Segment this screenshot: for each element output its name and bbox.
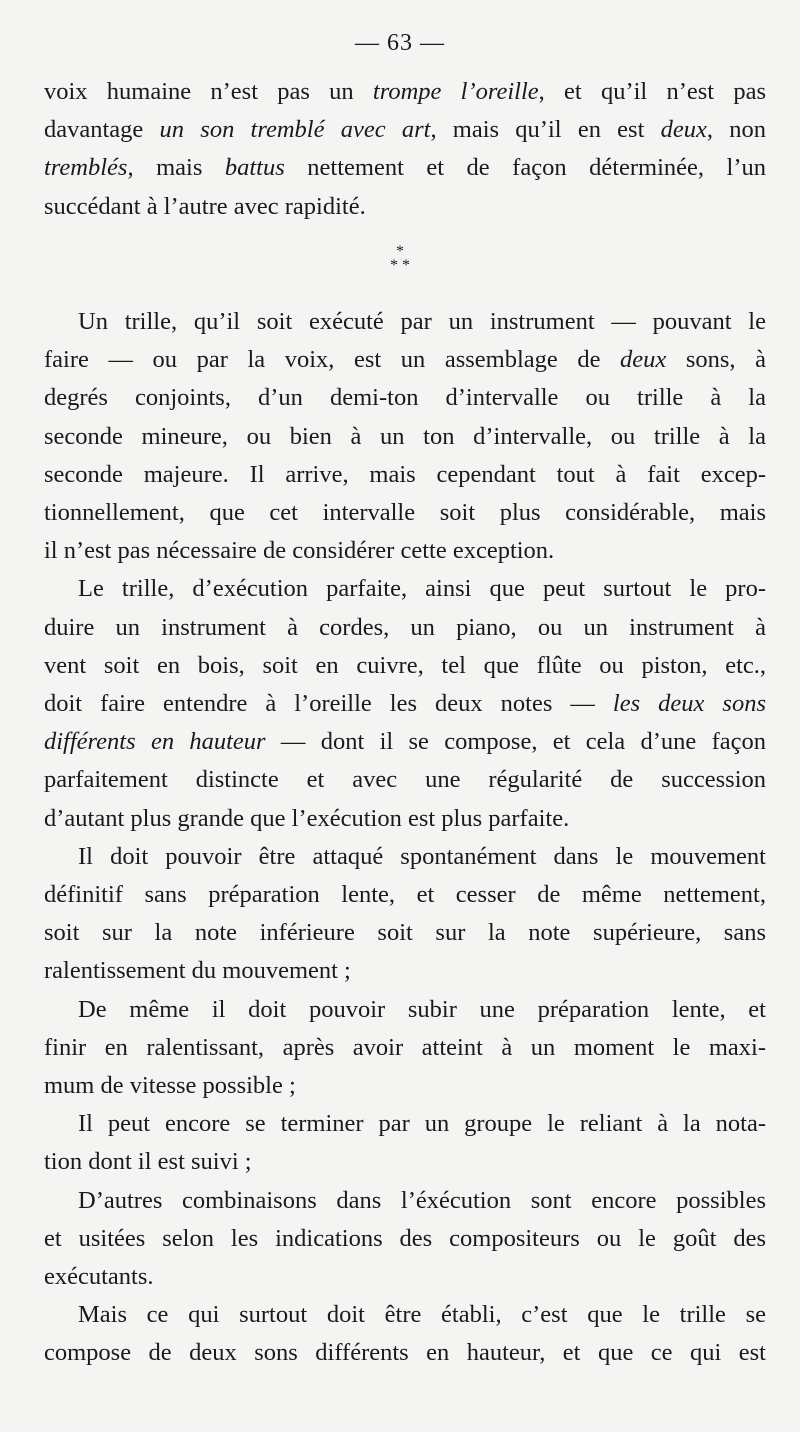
text-line <box>44 73 766 111</box>
text-segment: d’autant plus grande que l’exécution est plus parfaite. <box>44 804 570 832</box>
text-segment: succédant à l’autre avec rapidité. <box>44 192 366 220</box>
text-line <box>44 761 766 799</box>
page-number: — 63 — <box>355 30 445 56</box>
text-line <box>44 188 766 226</box>
text-segment: seconde majeure. Il arrive, mais cependant tout à fait excep- <box>44 460 766 488</box>
text-segment: vent soit en bois, soit en cuivre, tel que flûte ou piston, etc., <box>44 651 766 679</box>
text-segment: Il doit pouvoir être attaqué spontanément dans le mouvement <box>78 842 766 870</box>
text-segment: , mais qu’il en est <box>430 116 661 144</box>
text-line <box>44 532 766 570</box>
text-line <box>44 1296 766 1334</box>
italic-text: tremblés <box>44 154 128 182</box>
text-line <box>44 111 766 149</box>
section-asterism <box>0 245 800 273</box>
text-segment: et usitées selon les indications des compositeurs ou le goût des <box>44 1224 766 1252</box>
text-segment: parfaitement distincte et avec une régularité de succession <box>44 766 766 794</box>
text-line <box>44 1105 766 1143</box>
text-line <box>44 876 766 914</box>
text-line <box>44 1029 766 1067</box>
text-segment: définitif sans préparation lente, et cesser de même nettement, <box>44 881 766 909</box>
text-segment: degrés conjoints, d’un demi-ton d’intervalle ou trille à la <box>44 384 766 412</box>
text-segment: duire un instrument à cordes, un piano, ou un instrument à <box>44 613 766 641</box>
paragraph-continued <box>44 73 766 226</box>
text-line <box>44 1143 766 1181</box>
text-line <box>44 723 766 761</box>
text-segment: Mais ce qui surtout doit être établi, c’est que le trille se <box>78 1301 766 1329</box>
text-segment: Il peut encore se terminer par un groupe le reliant à la nota- <box>78 1110 766 1138</box>
text-segment: exécutants. <box>44 1263 154 1291</box>
text-line <box>44 838 766 876</box>
text-segment: Un trille, qu’il soit exécuté par un instrument — pouvant le <box>78 308 766 335</box>
text-segment: — dont il se compose, et cela d’une façon <box>265 728 766 756</box>
text-line <box>44 1258 766 1296</box>
italic-text: deux <box>660 116 707 144</box>
text-segment: nettement et de façon déterminée, l’un <box>284 154 766 182</box>
asterism-bottom: * * <box>390 257 410 274</box>
text-segment: , et qu’il n’est pas <box>538 78 766 105</box>
text-line <box>44 1220 766 1258</box>
italic-text: différents en hauteur <box>44 728 266 756</box>
text-segment: il n’est pas nécessaire de considérer cette exception. <box>44 537 555 565</box>
trill-section-text <box>44 303 766 1373</box>
text-segment: compose de deux sons différents en hauteur, et que ce qui est <box>44 1339 766 1367</box>
text-segment: , mais <box>127 154 225 182</box>
text-line <box>44 1182 766 1220</box>
text-segment: tion dont il est suivi ; <box>44 1148 252 1176</box>
text-segment: Le trille, d’exécution parfaite, ainsi que peut surtout le pro- <box>78 575 766 603</box>
text-line <box>44 494 766 532</box>
text-line <box>44 1067 766 1105</box>
text-segment: sons, à <box>666 346 766 374</box>
text-line <box>44 379 766 417</box>
text-line <box>44 456 766 494</box>
text-segment: faire — ou par la voix, est un assemblage de <box>44 346 621 374</box>
text-segment: mum de vitesse possible ; <box>44 1072 296 1100</box>
italic-text: deux <box>620 346 667 374</box>
italic-text: battus <box>224 154 285 182</box>
text-segment: finir en ralentissant, après avoir atteint à un moment le maxi- <box>44 1033 766 1061</box>
text-segment: , non <box>706 116 767 144</box>
asterism-top: * <box>396 243 404 260</box>
text-segment: D’autres combinaisons dans l’éxécution sont encore possibles <box>78 1186 766 1214</box>
text-segment: ralentissement du mouvement ; <box>44 957 351 985</box>
italic-text: les deux sons <box>612 690 766 718</box>
text-line <box>44 914 766 952</box>
text-line <box>44 685 766 723</box>
text-line <box>44 1334 766 1372</box>
text-line <box>44 800 766 838</box>
text-line <box>44 609 766 647</box>
text-line <box>44 303 766 341</box>
text-line <box>44 647 766 685</box>
text-line <box>44 991 766 1029</box>
text-line <box>44 952 766 990</box>
text-segment: seconde mineure, ou bien à un ton d’intervalle, ou trille à la <box>44 422 766 450</box>
text-segment: soit sur la note inférieure soit sur la note supérieure, sans <box>44 919 766 947</box>
text-line <box>44 570 766 608</box>
text-line <box>44 418 766 456</box>
italic-text: trompe l’oreille <box>372 78 539 105</box>
text-segment: doit faire entendre à l’oreille les deux notes — <box>44 690 613 718</box>
text-line <box>44 341 766 379</box>
text-segment: tionnellement, que cet intervalle soit plus considérable, mais <box>44 499 766 527</box>
text-line <box>44 149 766 187</box>
italic-text: un son tremblé avec art <box>159 116 431 144</box>
text-segment: voix humaine n’est pas un <box>44 78 373 105</box>
text-segment: davantage <box>44 116 160 144</box>
text-segment: De même il doit pouvoir subir une préparation lente, et <box>78 995 766 1023</box>
